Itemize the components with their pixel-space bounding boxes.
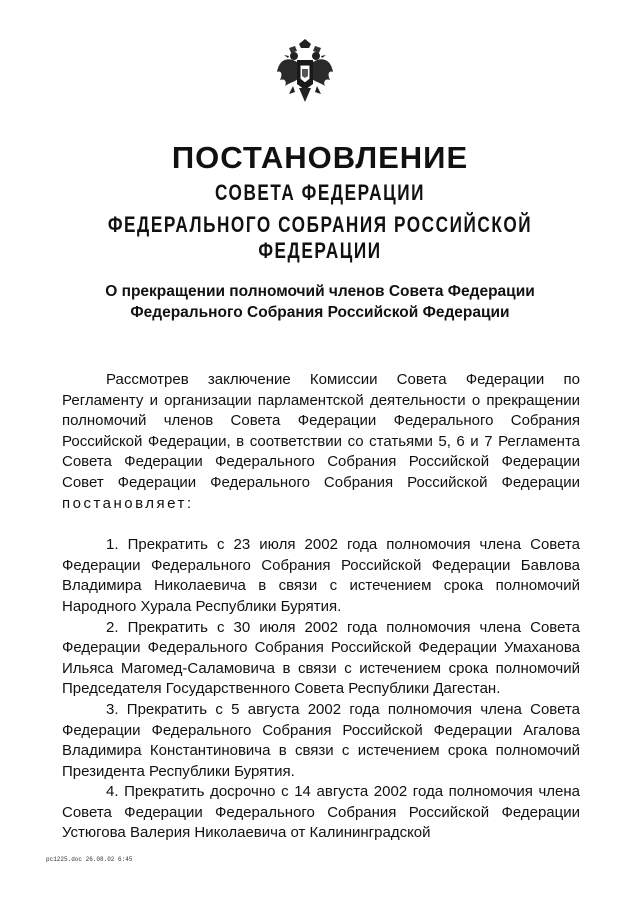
subject-line-1: О прекращении полномочий членов Совета Федерации: [105, 283, 535, 300]
issuer-line-2: ФЕДЕРАЛЬНОГО СОБРАНИЯ РОССИЙСКОЙ ФЕДЕРАЦИИ: [107, 212, 533, 263]
item-paragraph: 2. Прекратить с 30 июля 2002 года полномочия члена Совета Федерации Федерального Собрания Российской Федерации Умаханова Ильяса Магомед-Саламовича в связи с истечением срока полномочий Председателя Государственного Совета Республики Дагестан.: [62, 618, 580, 698]
preamble-paragraph: [62, 370, 580, 514]
resolves-word: постановляет:: [62, 494, 194, 512]
document-subject: [0, 281, 640, 323]
subject-line-2: Федерального Собрания Российской Федерации: [130, 304, 510, 321]
item-paragraph: 4. Прекратить досрочно с 14 августа 2002 года полномочия члена Совета Федерации Федерального Собрания Российской Федерации Устюгова Валерия Николаевича от Калининградской: [62, 783, 580, 842]
issuer-line-1: СОВЕТА ФЕДЕРАЦИИ: [215, 180, 425, 205]
document-title: ПОСТАНОВЛЕНИЕ: [171, 140, 469, 175]
preamble-text: Рассмотрев заключение Комиссии Совета Федерации по Регламенту и организации парламентской деятельности о прекращении полномочий членов Совета Федерации Федерального Собрания Российской Федерации, в соответствии со статьями 5, 6 и 7 Регламента Совета Федерации Федерального Собрания Российской Федерации Совет Федерации Федерального Собрания Российской Федерации: [62, 371, 580, 491]
item-paragraph: 3. Прекратить с 5 августа 2002 года полномочия члена Совета Федерации Федерального Собрания Российской Федерации Агалова Владимира Константиновича в связи с истечением срока полномочий Президента Республики Бурятия.: [62, 700, 580, 780]
document-body: [62, 370, 580, 844]
russian-coat-of-arms-icon: [275, 38, 335, 108]
file-footer: рс1225.doc 26.08.02 6:45: [46, 856, 133, 863]
item-paragraph: 1. Прекратить с 23 июля 2002 года полномочия члена Совета Федерации Федерального Собрания Российской Федерации Бавлова Владимира Николаевича в связи с истечением срока полномочий Народного Хурала Республики Бурятия.: [62, 536, 580, 615]
